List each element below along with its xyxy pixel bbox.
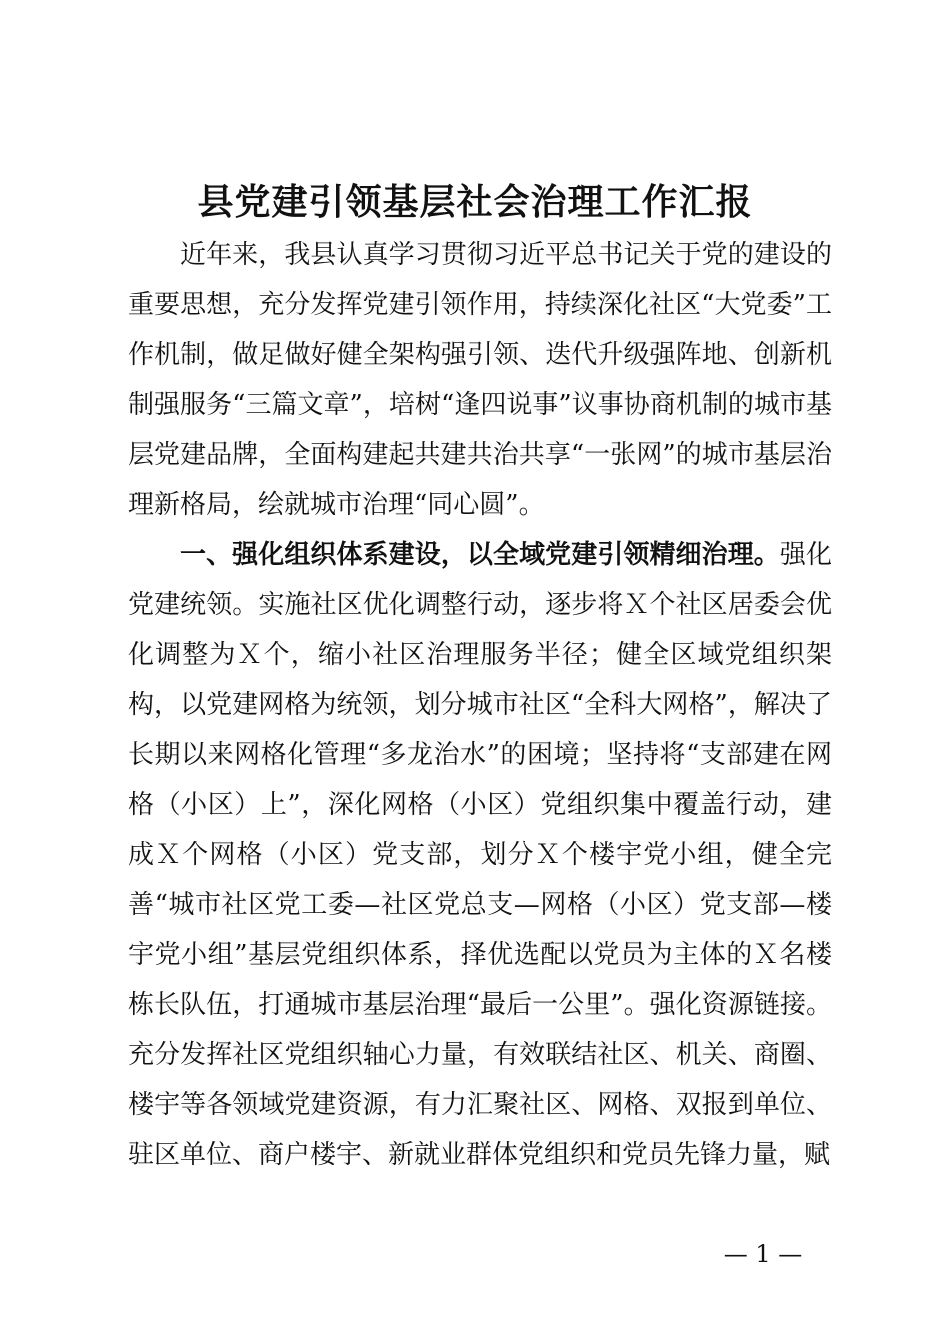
page-number: — 1 — [723, 1240, 803, 1268]
document-title: 县党建引领基层社会治理工作汇报 [197, 181, 753, 223]
section-1-paragraph [128, 530, 832, 1180]
intro-paragraph: 近年来，我县认真学习贯彻习近平总书记关于党的建设的重要思想，充分发挥党建引领作用，持续深化社区“大党委”工作机制，做足做好健全架构强引领、迭代升级强阵地、创新机制强服务“三篇文章”，培树“逢四说事”议事协商机制的城市基层党建品牌，全面构建起共建共治共享“一张网”的城市基层治理新格局，绘就城市治理“同心圆”。 [128, 240, 832, 520]
section-1-heading: 一、强化组织体系建设，以全域党建引领精细治理。 [180, 540, 780, 570]
document-body [128, 230, 832, 1180]
section-1-body: 强化党建统领。实施社区优化调整行动，逐步将Ｘ个社区居委会优化调整为Ｘ个，缩小社区治理服务半径；健全区域党组织架构，以党建网格为统领，划分城市社区“全科大网格”，解决了长期以来网格化管理“多龙治水”的困境；坚持将“支部建在网格（小区）上”，深化网格（小区）党组织集中覆盖行动，建成Ｘ个网格（小区）党支部，划分Ｘ个楼宇党小组，健全完善“城市社区党工委—社区党总支—网格（小区）党支部—楼宇党小组”基层党组织体系，择优选配以党员为主体的Ｘ名楼栋长队伍，打通城市基层治理“最后一公里”。强化资源链接。充分发挥社区党组织轴心力量，有效联结社区、机关、商圈、楼宇等各领域党建资源，有力汇聚社区、网格、双报到单位、驻区单位、商户楼宇、新就业群体党组织和党员先锋力量，赋 [128, 540, 832, 1170]
